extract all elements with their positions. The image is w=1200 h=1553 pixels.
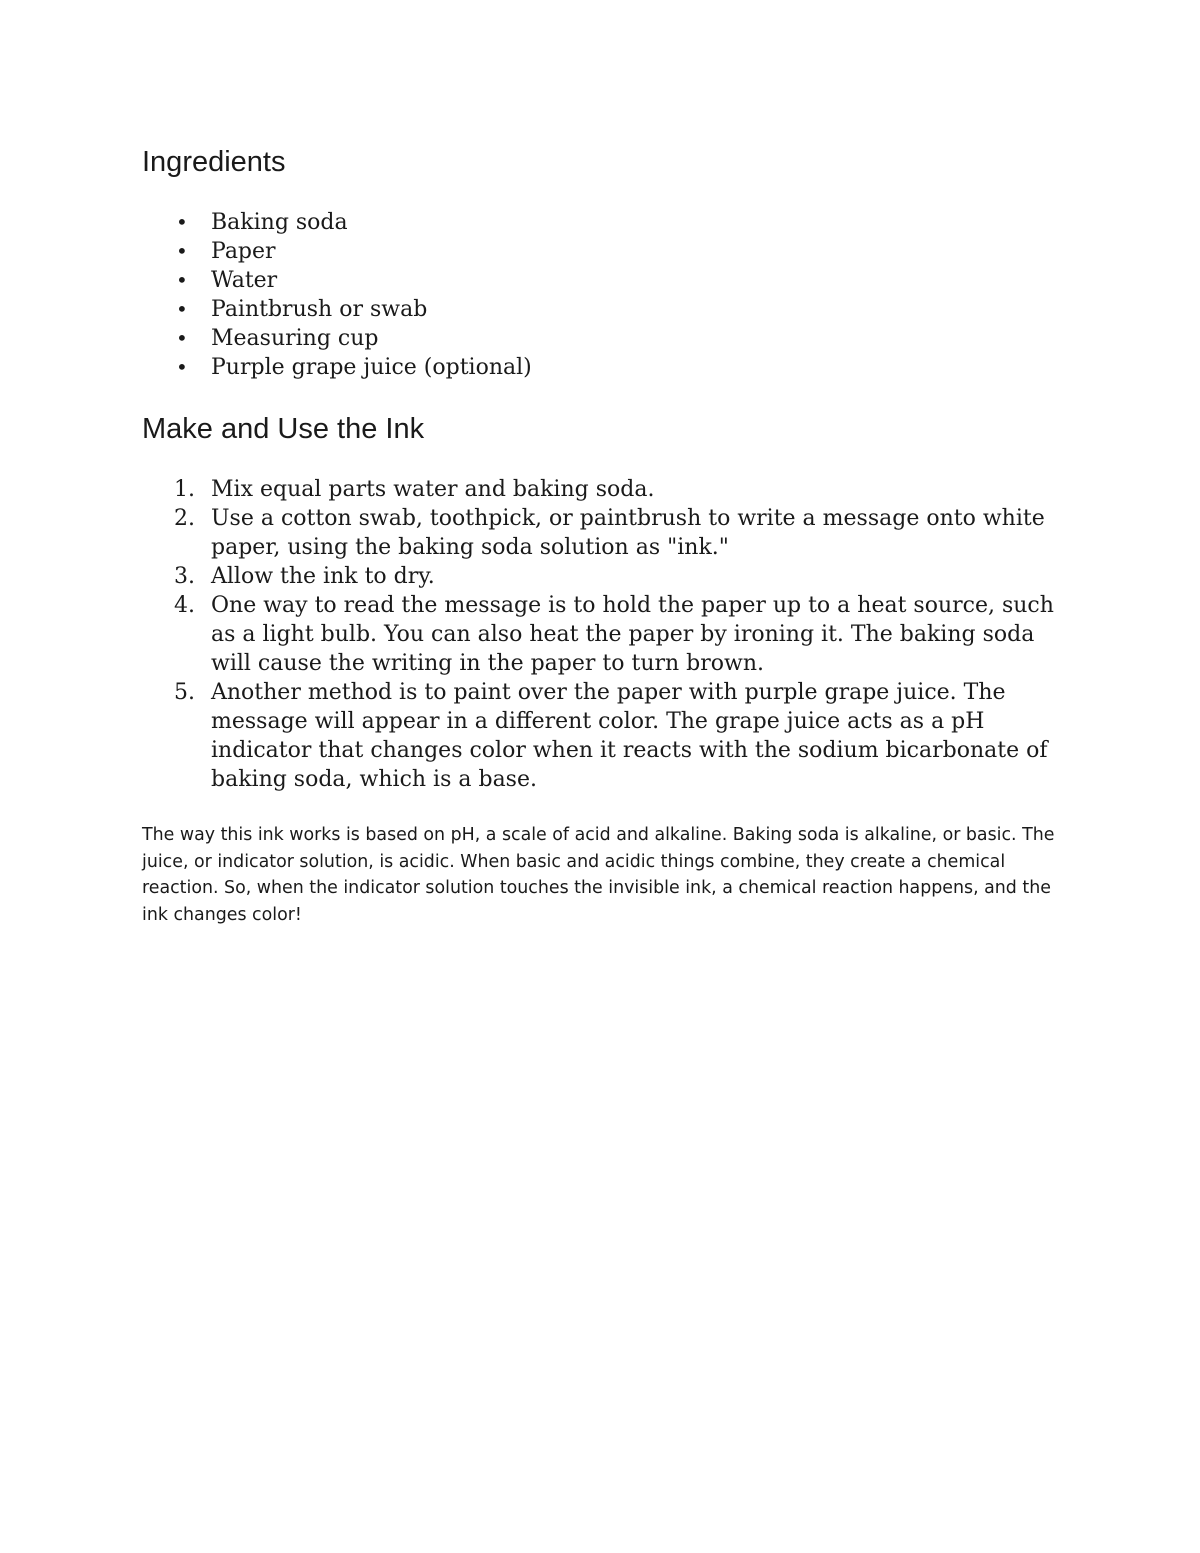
ingredient-text: Purple grape juice (optional) [211,355,532,380]
step-text: Use a cotton swab, toothpick, or paintbrush to write a message onto white paper, using the baking soda solution as "ink." [211,506,1045,560]
ingredient-text: Water [211,268,278,293]
list-item [0,237,1061,266]
list-item [0,353,1061,382]
step-number: 4. [174,593,195,618]
step-text: Mix equal parts water and baking soda. [211,477,655,502]
bullet-icon: • [176,239,188,263]
step-item [0,475,1061,504]
step-number: 1. [174,477,195,502]
step-text: One way to read the message is to hold the paper up to a heat source, such as a light bulb. You can also heat the paper by ironing it. The baking soda will cause the writing in the paper to turn brown. [211,593,1054,676]
list-item [0,266,1061,295]
step-text: Allow the ink to dry. [211,564,435,589]
list-item [0,295,1061,324]
step-item [0,504,1061,562]
bullet-icon: • [176,297,188,321]
step-number: 3. [174,564,195,589]
ingredients-heading: Ingredients [142,146,286,178]
closing-paragraph: The way this ink works is based on pH, a scale of acid and alkaline. Baking soda is alkaline, or basic. The juice, or indicator solution, is acidic. When basic and acidic things combine, they create a chemical reaction. So, when the indicator solution touches the invisible ink, a chemical reaction happens, and the ink changes color! [142,825,1055,925]
ingredient-text: Measuring cup [211,326,379,351]
ingredient-text: Paper [211,239,276,264]
bullet-icon: • [176,326,188,350]
list-item [0,324,1061,353]
bullet-icon: • [176,268,188,292]
step-number: 2. [174,506,195,531]
step-text: Another method is to paint over the paper with purple grape juice. The message will appear in a different color. The grape juice acts as a pH indicator that changes color when it reacts with the sodium bicarbonate of baking soda, which is a base. [211,680,1048,792]
list-item [0,208,1061,237]
ingredient-text: Baking soda [211,210,348,235]
step-number: 5. [174,680,195,705]
instructions-list [0,475,1061,794]
step-item [0,562,1061,591]
ingredient-text: Paintbrush or swab [211,297,428,322]
step-item [0,591,1061,678]
bullet-icon: • [176,355,188,379]
instructions-heading: Make and Use the Ink [142,413,425,445]
bullet-icon: • [176,210,188,234]
ingredients-list [0,208,1061,382]
step-item [0,678,1061,794]
